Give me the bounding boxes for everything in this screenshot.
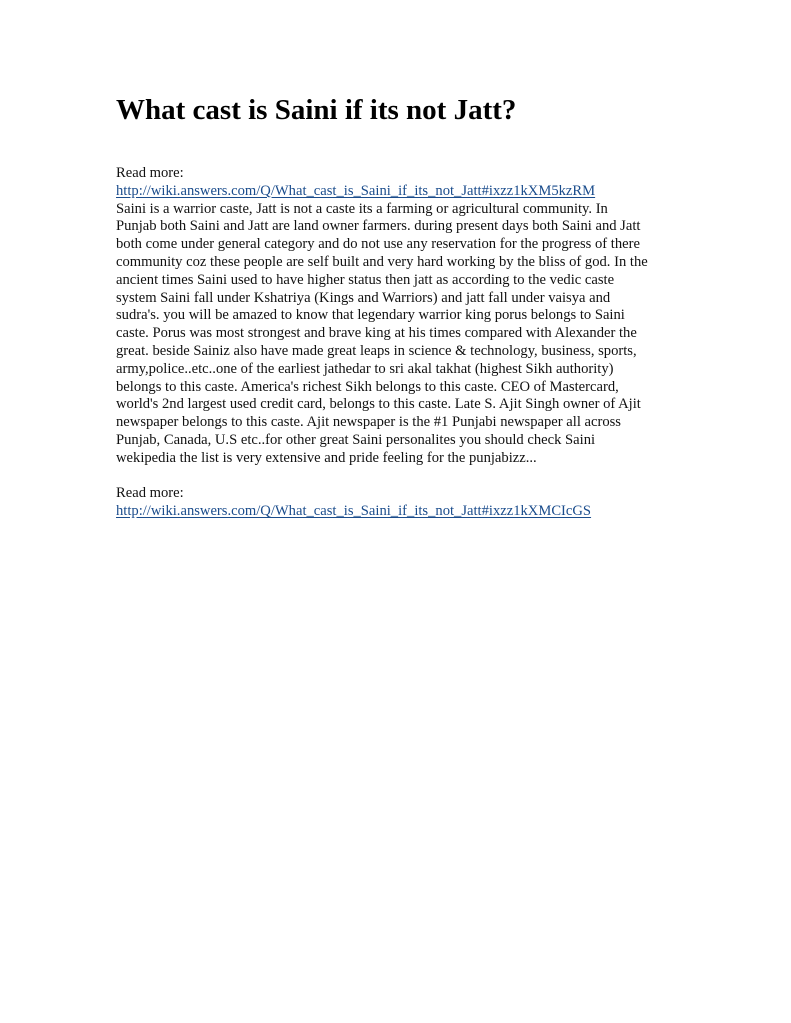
read-more-label-2: Read more: [116,485,184,502]
body-line: wekipedia the list is very extensive and pride feeling for the punjabizz... [116,449,537,466]
answer-block [116,165,676,468]
answer-body [116,201,676,468]
read-more-link-2[interactable]: http://wiki.answers.com/Q/What_cast_is_Saini_if_its_not_Jatt#ixzz1kXMCIcGS [116,503,592,520]
body-line: Saini is a warrior caste, Jatt is not a caste its a farming or agricultural community. In [116,200,608,217]
body-line: both come under general category and do not use any reservation for the progress of there [116,236,640,253]
body-line: ancient times Saini used to have higher status then jatt as according to the vedic caste [116,271,615,288]
body-line: world's 2nd largest used credit card, belongs to this caste. Late S. Ajit Singh owner of Ajit [116,396,641,413]
body-line: Punjab, Canada, U.S etc..for other great Saini personalites you should check Saini [116,431,596,448]
body-line: great. beside Sainiz also have made great leaps in science & technology, business, sports, [116,342,637,359]
body-line: system Saini fall under Kshatriya (Kings and Warriors) and jatt fall under vaisya and [116,289,611,306]
body-line: caste. Porus was most strongest and brave king at his times compared with Alexander the [116,325,637,342]
body-line: belongs to this caste. America's richest Sikh belongs to this caste. CEO of Mastercard, [116,378,619,395]
read-more-block [116,485,676,521]
body-line: army,police..etc..one of the earliest jathedar to sri akal takhat (highest Sikh authority) [116,360,614,377]
body-line: community coz these people are self built and very hard working by the bliss of god. In the [116,253,648,270]
body-line: newspaper belongs to this caste. Ajit newspaper is the #1 Punjabi newspaper all across [116,414,621,431]
page-title: What cast is Saini if its not Jatt? [116,94,517,126]
read-more-label: Read more: [116,165,184,181]
read-more-link-1[interactable]: http://wiki.answers.com/Q/What_cast_is_Saini_if_its_not_Jatt#ixzz1kXM5kzRM [116,182,596,199]
body-line: sudra's. you will be amazed to know that legendary warrior king porus belongs to Saini [116,307,625,324]
body-line: Punjab both Saini and Jatt are land owner farmers. during present days both Saini and Jatt [116,218,641,235]
document-page [116,92,676,521]
